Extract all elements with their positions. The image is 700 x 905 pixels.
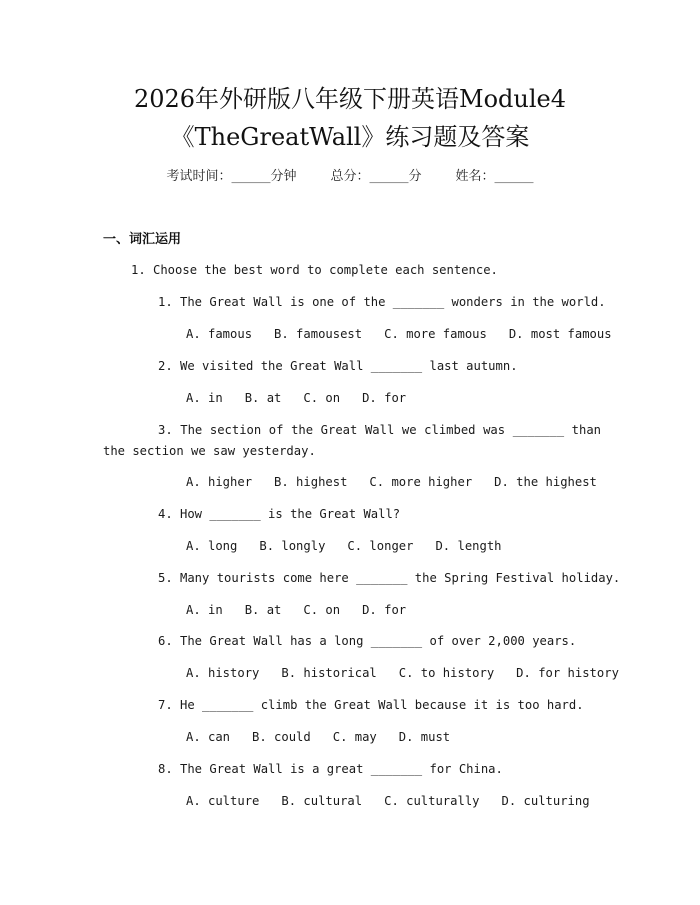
- total-score-field: 总分：______分: [330, 169, 422, 184]
- question-3-options: A. higher B. highest C. more higher D. the highest: [186, 475, 597, 489]
- page-title-line-1: 2026年外研版八年级下册英语Module4: [133, 85, 567, 113]
- question-8: 8. The Great Wall is a great _______ for China.: [158, 762, 503, 776]
- exam-meta: [0, 168, 700, 186]
- question-2: 2. We visited the Great Wall _______ last autumn.: [158, 359, 518, 373]
- question-5-options: A. in B. at C. on D. for: [186, 603, 407, 617]
- question-4-options: A. long B. longly C. longer D. length: [186, 539, 502, 553]
- question-2-options: A. in B. at C. on D. for: [186, 391, 407, 405]
- question-6-options: A. history B. historical C. to history D. for history: [186, 666, 619, 680]
- question-7-options: A. can B. could C. may D. must: [186, 730, 451, 744]
- instruction: 1. Choose the best word to complete each sentence.: [131, 263, 498, 277]
- question-7: 7. He _______ climb the Great Wall because it is too hard.: [158, 698, 584, 712]
- question-8-options: A. culture B. cultural C. culturally D. culturing: [186, 794, 590, 808]
- question-3: 3. The section of the Great Wall we climbed was _______ than the section we saw yesterday.: [103, 423, 601, 458]
- question-1: 1. The Great Wall is one of the _______ wonders in the world.: [158, 295, 606, 309]
- student-name-field: 姓名：______: [455, 169, 534, 184]
- question-4: 4. How _______ is the Great Wall?: [158, 507, 401, 521]
- exam-time-field: 考试时间：______分钟: [166, 169, 297, 184]
- question-1-options: A. famous B. famousest C. more famous D. most famous: [186, 327, 612, 341]
- page-title-line-2: 《TheGreatWall》练习题及答案: [170, 123, 530, 151]
- section-title: 一、词汇运用: [103, 232, 182, 247]
- question-6: 6. The Great Wall has a long _______ of over 2,000 years.: [158, 634, 577, 648]
- question-5: 5. Many tourists come here _______ the Spring Festival holiday.: [158, 571, 621, 585]
